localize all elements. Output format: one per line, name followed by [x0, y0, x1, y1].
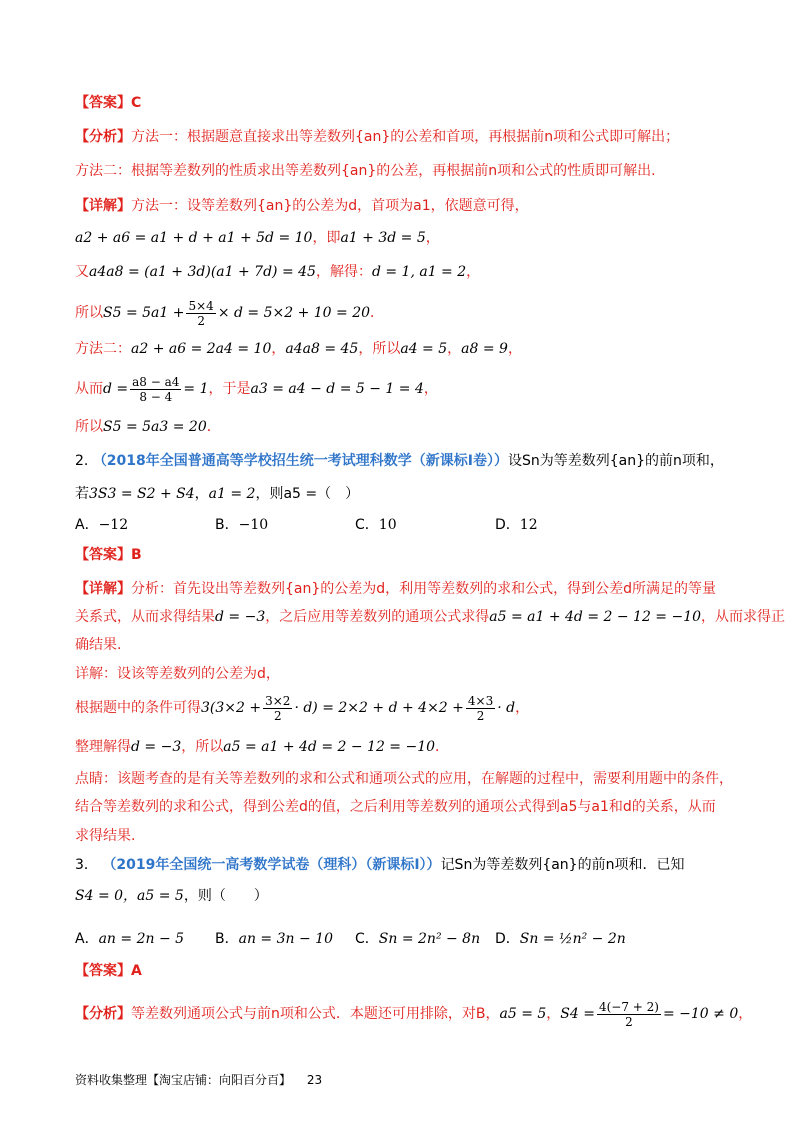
fraction: $\frac{a8 - a4}{8 - 4}$ — [132, 374, 180, 404]
text: 所以 — [75, 305, 103, 321]
q2-detail-line4: 详解：设该等差数列的公差为d， — [75, 666, 280, 682]
q1-detail-line1 — [75, 195, 740, 217]
text: ，解得： — [315, 264, 372, 280]
q2-option-c[interactable]: C．10 — [355, 517, 397, 533]
question-number: 3． — [75, 857, 98, 873]
q2-answer-line — [75, 544, 740, 566]
text: 从而 — [75, 381, 103, 397]
analysis-label: 【分析】 — [75, 1006, 131, 1022]
q3-option-b[interactable]: B．an = 3n − 10 — [215, 931, 333, 947]
q2-comment-line3: 求得结果. — [75, 828, 136, 844]
page-footer — [75, 1071, 322, 1088]
answer-label: 【答案】 — [75, 963, 131, 979]
q2-detail-line5: 根据题中的条件可得3(3×2 + $\frac{3\times 2}{2}$ · d) = 2×2 + d + 4×2 + $\frac{4\times 3}{2}$ · d， — [75, 693, 530, 723]
question-stem: 记Sn为等差数列{an}的前n项和．已知 — [440, 857, 685, 873]
formula: a4 = 5 — [400, 341, 448, 357]
q2-detail-line2: 关系式，从而求得结果d = −3，之后应用等差数列的通项公式求得a5 = a1 + 4d = 2 − 12 = −10，从而求得正 — [75, 609, 786, 625]
page-number: 23 — [306, 1073, 323, 1087]
text: ，即 — [312, 230, 341, 246]
formula: × d = 5×2 + 10 = 20 — [217, 305, 371, 321]
q2-stem-line1 — [75, 450, 740, 472]
text: ，于是 — [208, 381, 251, 397]
formula: a2 + a6 = a1 + d + a1 + 5d = 10 — [75, 230, 313, 246]
text: 方法二： — [75, 341, 131, 357]
text: ，则a5 =（ ） — [255, 486, 360, 502]
q3-analysis-line: 【分析】等差数列通项公式与前n项和公式．本题还可用排除，对B，a5 = 5，S4 = $\frac{4(-7 + 2)}{2}$ = −10 ≠ 0， — [75, 999, 753, 1029]
q2-comment-line1: 点睛：该题考查的是有关等差数列的求和公式和通项公式的应用，在解题的过程中，需要利用题中的条件， — [75, 771, 733, 787]
footer-text: 资料收集整理【淘宝店铺：向阳百分百】 — [75, 1073, 292, 1087]
q1-analysis-line — [75, 126, 740, 148]
fraction: $\frac{3\times 2}{2}$ — [265, 693, 291, 723]
detail-label: 【详解】 — [75, 581, 131, 597]
q2-stem-line2: 若3S3 = S2 + S4，a1 = 2，则a5 =（ ） — [75, 486, 360, 502]
q2-option-a[interactable]: A．−12 — [75, 517, 129, 533]
q3-stem-line2: S4 = 0，a5 = 5，则（ ） — [75, 888, 268, 904]
question-source: （2018年全国普通高等学校招生统一考试理科数学（新课标I卷）） — [92, 453, 508, 469]
question-stem: 设Sn为等差数列{an}的前n项和， — [508, 453, 724, 469]
q1-detail-line3: 又a4a8 = (a1 + 3d)(a1 + 7d) = 45，解得：d = 1, a1 = 2， — [75, 264, 481, 280]
text: 若 — [75, 486, 89, 502]
formula: a4a8 = 45 — [285, 341, 359, 357]
formula: a3 = a4 − d = 5 − 1 = 4 — [250, 381, 424, 397]
formula: a4a8 = (a1 + 3d)(a1 + 7d) = 45 — [89, 264, 316, 280]
formula: S5 = 5a1 + — [103, 305, 185, 321]
analysis-text: 方法一：根据题意直接求出等差数列{an}的公差和首项，再根据前n项和公式即可解出； — [131, 129, 680, 145]
fraction: $\frac{4(-7 + 2)}{2}$ — [598, 999, 659, 1029]
detail-text: 分析：首先设出等差数列{an}的公差为d，利用等差数列的求和公式，得到公差d所满足的等量 — [131, 581, 717, 597]
answer-value: A — [131, 963, 142, 979]
q1-detail-line2: a2 + a6 = a1 + d + a1 + 5d = 10，即a1 + 3d = 5， — [75, 230, 440, 246]
q1-detail-line5: 方法二：a2 + a6 = 2a4 = 10，a4a8 = 45，所以a4 = 5，a8 = 9， — [75, 341, 522, 357]
q3-option-a[interactable]: A．an = 2n − 5 — [75, 931, 185, 947]
q2-option-b[interactable]: B．−10 — [215, 517, 269, 533]
fraction: $\frac{5\times 4}{2}$ — [188, 298, 214, 328]
q1-detail-line6: 从而d = $\frac{a8 - a4}{8 - 4}$ = 1，于是a3 = a4 − d = 5 − 1 = 4， — [75, 374, 438, 404]
q2-detail-line6: 整理解得d = −3，所以a5 = a1 + 4d = 2 − 12 = −10． — [75, 739, 450, 755]
q3-answer-line — [75, 960, 740, 982]
text: ，所以 — [358, 341, 401, 357]
detail-label: 【详解】 — [75, 198, 131, 214]
q2-comment-line2: 结合等差数列的求和公式，得到公差d的值，之后利用等差数列的通项公式得到a5与a1和d的关系，从而 — [75, 799, 716, 815]
answer-value: C — [131, 95, 142, 111]
q3-option-d[interactable]: D．Sn = ½n² − 2n — [495, 931, 626, 947]
formula: a1 = 2 — [208, 486, 256, 502]
q1-analysis-method2: 方法二：根据等差数列的性质求出等差数列{an}的公差，再根据前n项和公式的性质即可解出. — [75, 163, 656, 179]
fraction: $\frac{4\times 3}{2}$ — [467, 693, 494, 723]
formula: 3S3 = S2 + S4 — [89, 486, 195, 502]
q1-detail-line7: 所以S5 = 5a3 = 20． — [75, 419, 221, 435]
formula: a1 + 3d = 5 — [340, 230, 426, 246]
q1-answer-line — [75, 92, 740, 114]
q2-detail-line3: 确结果. — [75, 637, 122, 653]
formula: d = — [103, 381, 129, 397]
q1-detail-line4: 所以S5 = 5a1 + $\frac{5\times 4}{2}$ × d = 5×2 + 10 = 20． — [75, 298, 385, 328]
q3-option-c[interactable]: C．Sn = 2n² − 8n — [355, 931, 481, 947]
detail-text: 方法一：设等差数列{an}的公差为d，首项为a1，依题意可得， — [131, 198, 529, 214]
formula: = 1 — [183, 381, 209, 397]
formula: d = 1, a1 = 2 — [371, 264, 467, 280]
analysis-label: 【分析】 — [75, 129, 131, 145]
text: 所以 — [75, 419, 103, 435]
q3-stem-line1 — [75, 854, 740, 876]
text: 又 — [75, 264, 89, 280]
question-number: 2. — [75, 453, 89, 469]
formula: a8 = 9 — [461, 341, 508, 357]
question-source: （2019年全国统一高考数学试卷（理科）（新课标Ⅰ）） — [102, 857, 441, 873]
answer-label: 【答案】 — [75, 547, 131, 563]
formula: a2 + a6 = 2a4 = 10 — [131, 341, 272, 357]
answer-label: 【答案】 — [75, 95, 131, 111]
q2-option-d[interactable]: D．12 — [495, 517, 538, 533]
q2-detail-line1 — [75, 578, 740, 600]
formula: S5 = 5a3 = 20 — [103, 419, 207, 435]
answer-value: B — [131, 547, 142, 563]
